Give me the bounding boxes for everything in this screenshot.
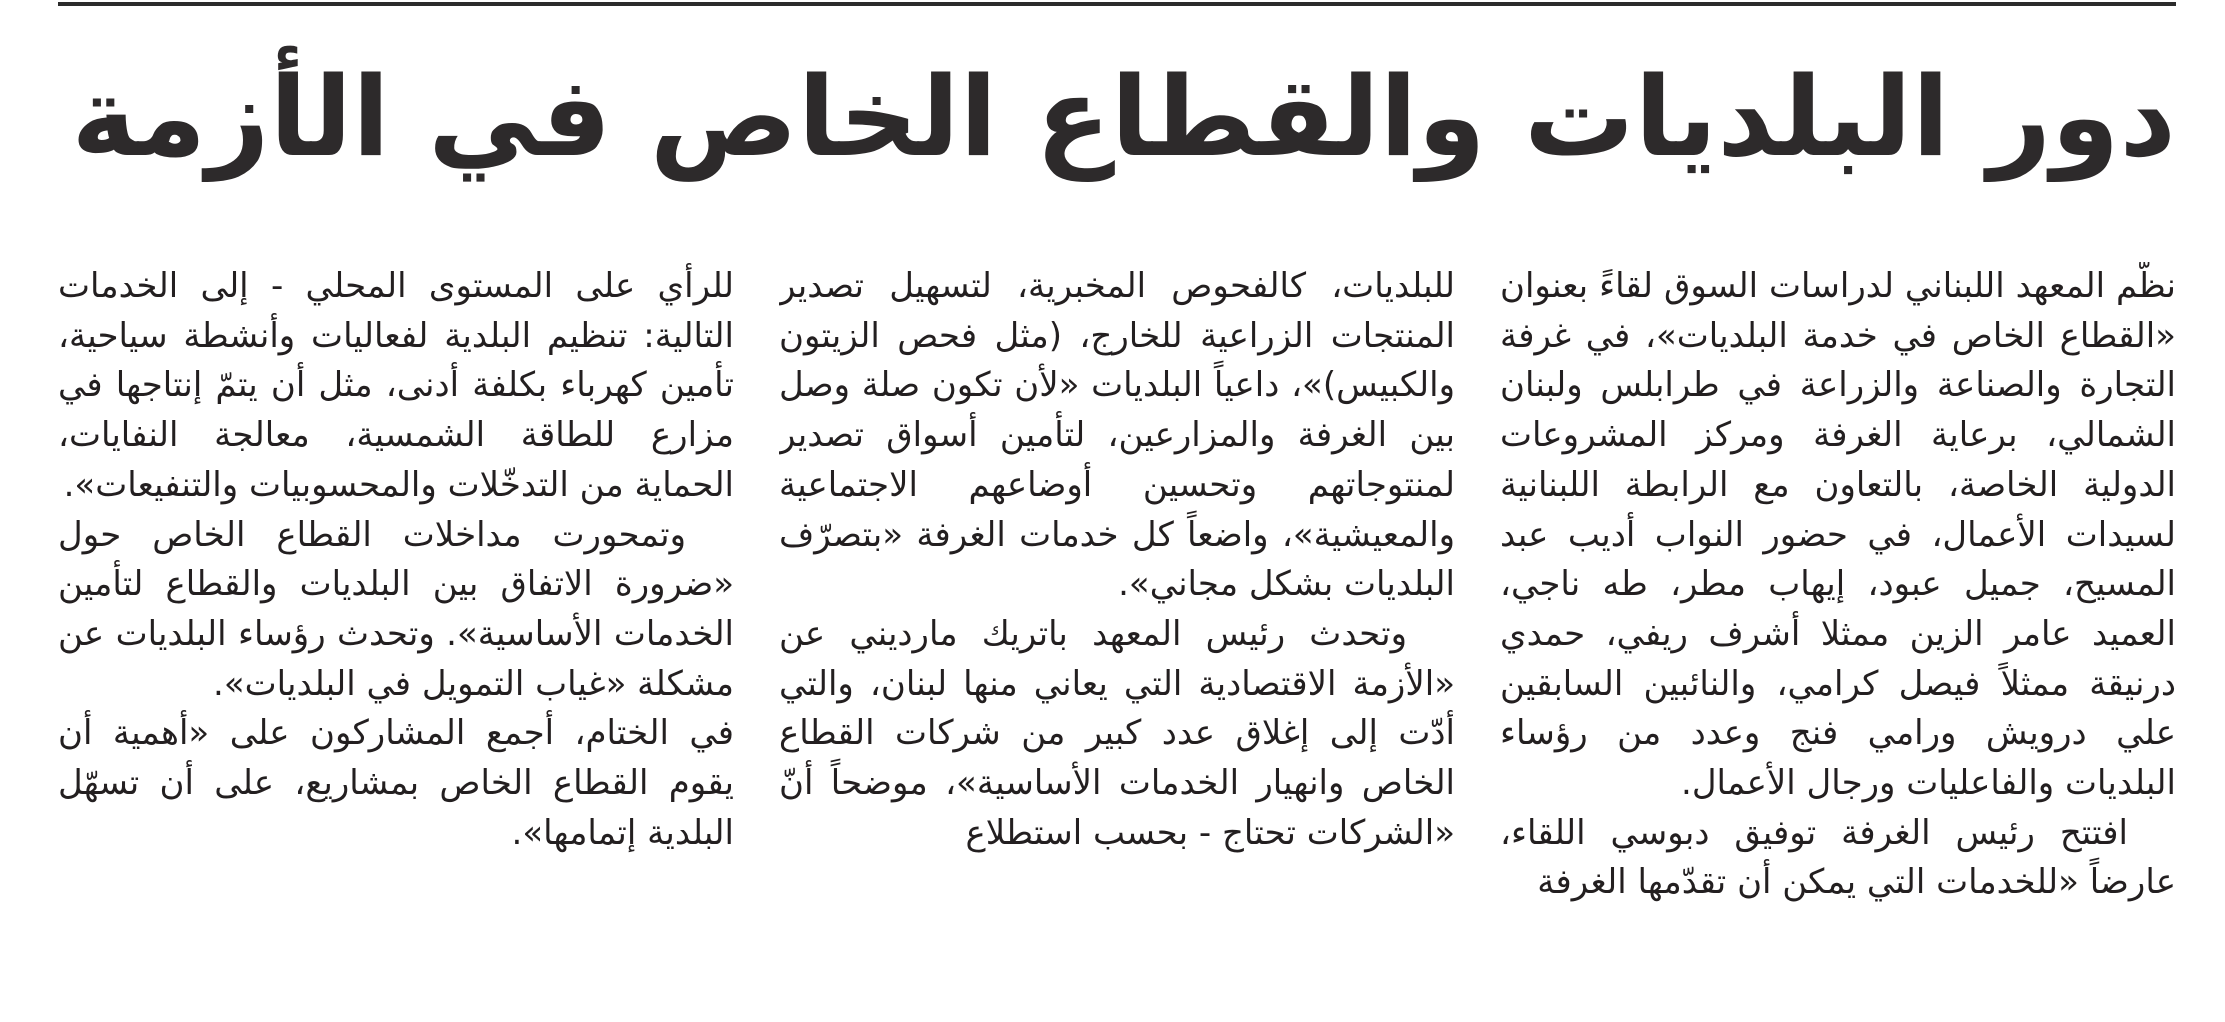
column-2-paragraph-1: للبلديات، كالفحوص المخبرية، لتسهيل تصدير المنتجات الزراعية للخارج، (مثل فحص الزيتون والكبيس)»، داعياً البلديات «لأن تكون صلة وصل بين الغرفة والمزارعين، لتأمين أسواق تصدير لمنتوجاتهم وتحسين أوضاعهم الاجتماعية والمعيشية»، واضعاً كل خدمات الغرفة «بتصرّف البلديات بشكل مجاني». <box>779 266 1455 605</box>
column-3-paragraph-3: في الختام، أجمع المشاركون على «أهمية أن يقوم القطاع الخاص بمشاريع، على أن تسهّل البلدية إتمامها». <box>58 713 734 853</box>
article-column-1 <box>1500 262 2176 962</box>
top-rule <box>58 2 2176 6</box>
column-3-paragraph-2: وتمحورت مداخلات القطاع الخاص حول «ضرورة الاتفاق بين البلديات والقطاع لتأمين الخدمات الأساسية». وتحدث رؤساء البلديات عن مشكلة «غياب التمويل في البلديات». <box>58 514 734 704</box>
article-headline: دور البلديات والقطاع الخاص في الأزمة <box>71 53 2176 181</box>
column-3-paragraph-1: للرأي على المستوى المحلي - إلى الخدمات التالية: تنظيم البلدية لفعاليات وأنشطة سياحية، تأمين كهرباء بكلفة أدنى، مثل أن يتمّ إنتاجها في مزارع للطاقة الشمسية، معالجة النفايات، الحماية من التدخّلات والمحسوبيات والتنفيعات». <box>58 266 734 505</box>
article-column-2 <box>779 262 1455 962</box>
column-1-paragraph-2: افتتح رئيس الغرفة توفيق دبوسي اللقاء، عارضاً «للخدمات التي يمكن أن تقدّمها الغرفة <box>1500 812 2176 903</box>
column-2-paragraph-2: وتحدث رئيس المعهد باتريك مارديني عن «الأزمة الاقتصادية التي يعاني منها لبنان، والتي أدّت إلى إغلاق عدد كبير من شركات القطاع الخاص وانهيار الخدمات الأساسية»، موضحاً أنّ «الشركات تحتاج - بحسب استطلاع <box>779 613 1455 853</box>
column-1-paragraph-1: نظّم المعهد اللبناني لدراسات السوق لقاءً بعنوان «القطاع الخاص في خدمة البلديات»، في غرفة التجارة والصناعة والزراعة في طرابلس ولبنان الشمالي، برعاية الغرفة ومركز المشروعات الدولية الخاصة، بالتعاون مع الرابطة اللبنانية لسيدات الأعمال، في حضور النواب أديب عبد المسيح، جميل عبود، إيهاب مطر، طه ناجي، العميد عامر الزين ممثلا أشرف ريفي، حمدي درنيقة ممثلاً فيصل كرامي، والنائبين السابقين علي درويش ورامي فنج وعدد من رؤساء البلديات والفاعليات ورجال الأعمال. <box>1500 266 2176 804</box>
article-column-3 <box>58 262 734 962</box>
